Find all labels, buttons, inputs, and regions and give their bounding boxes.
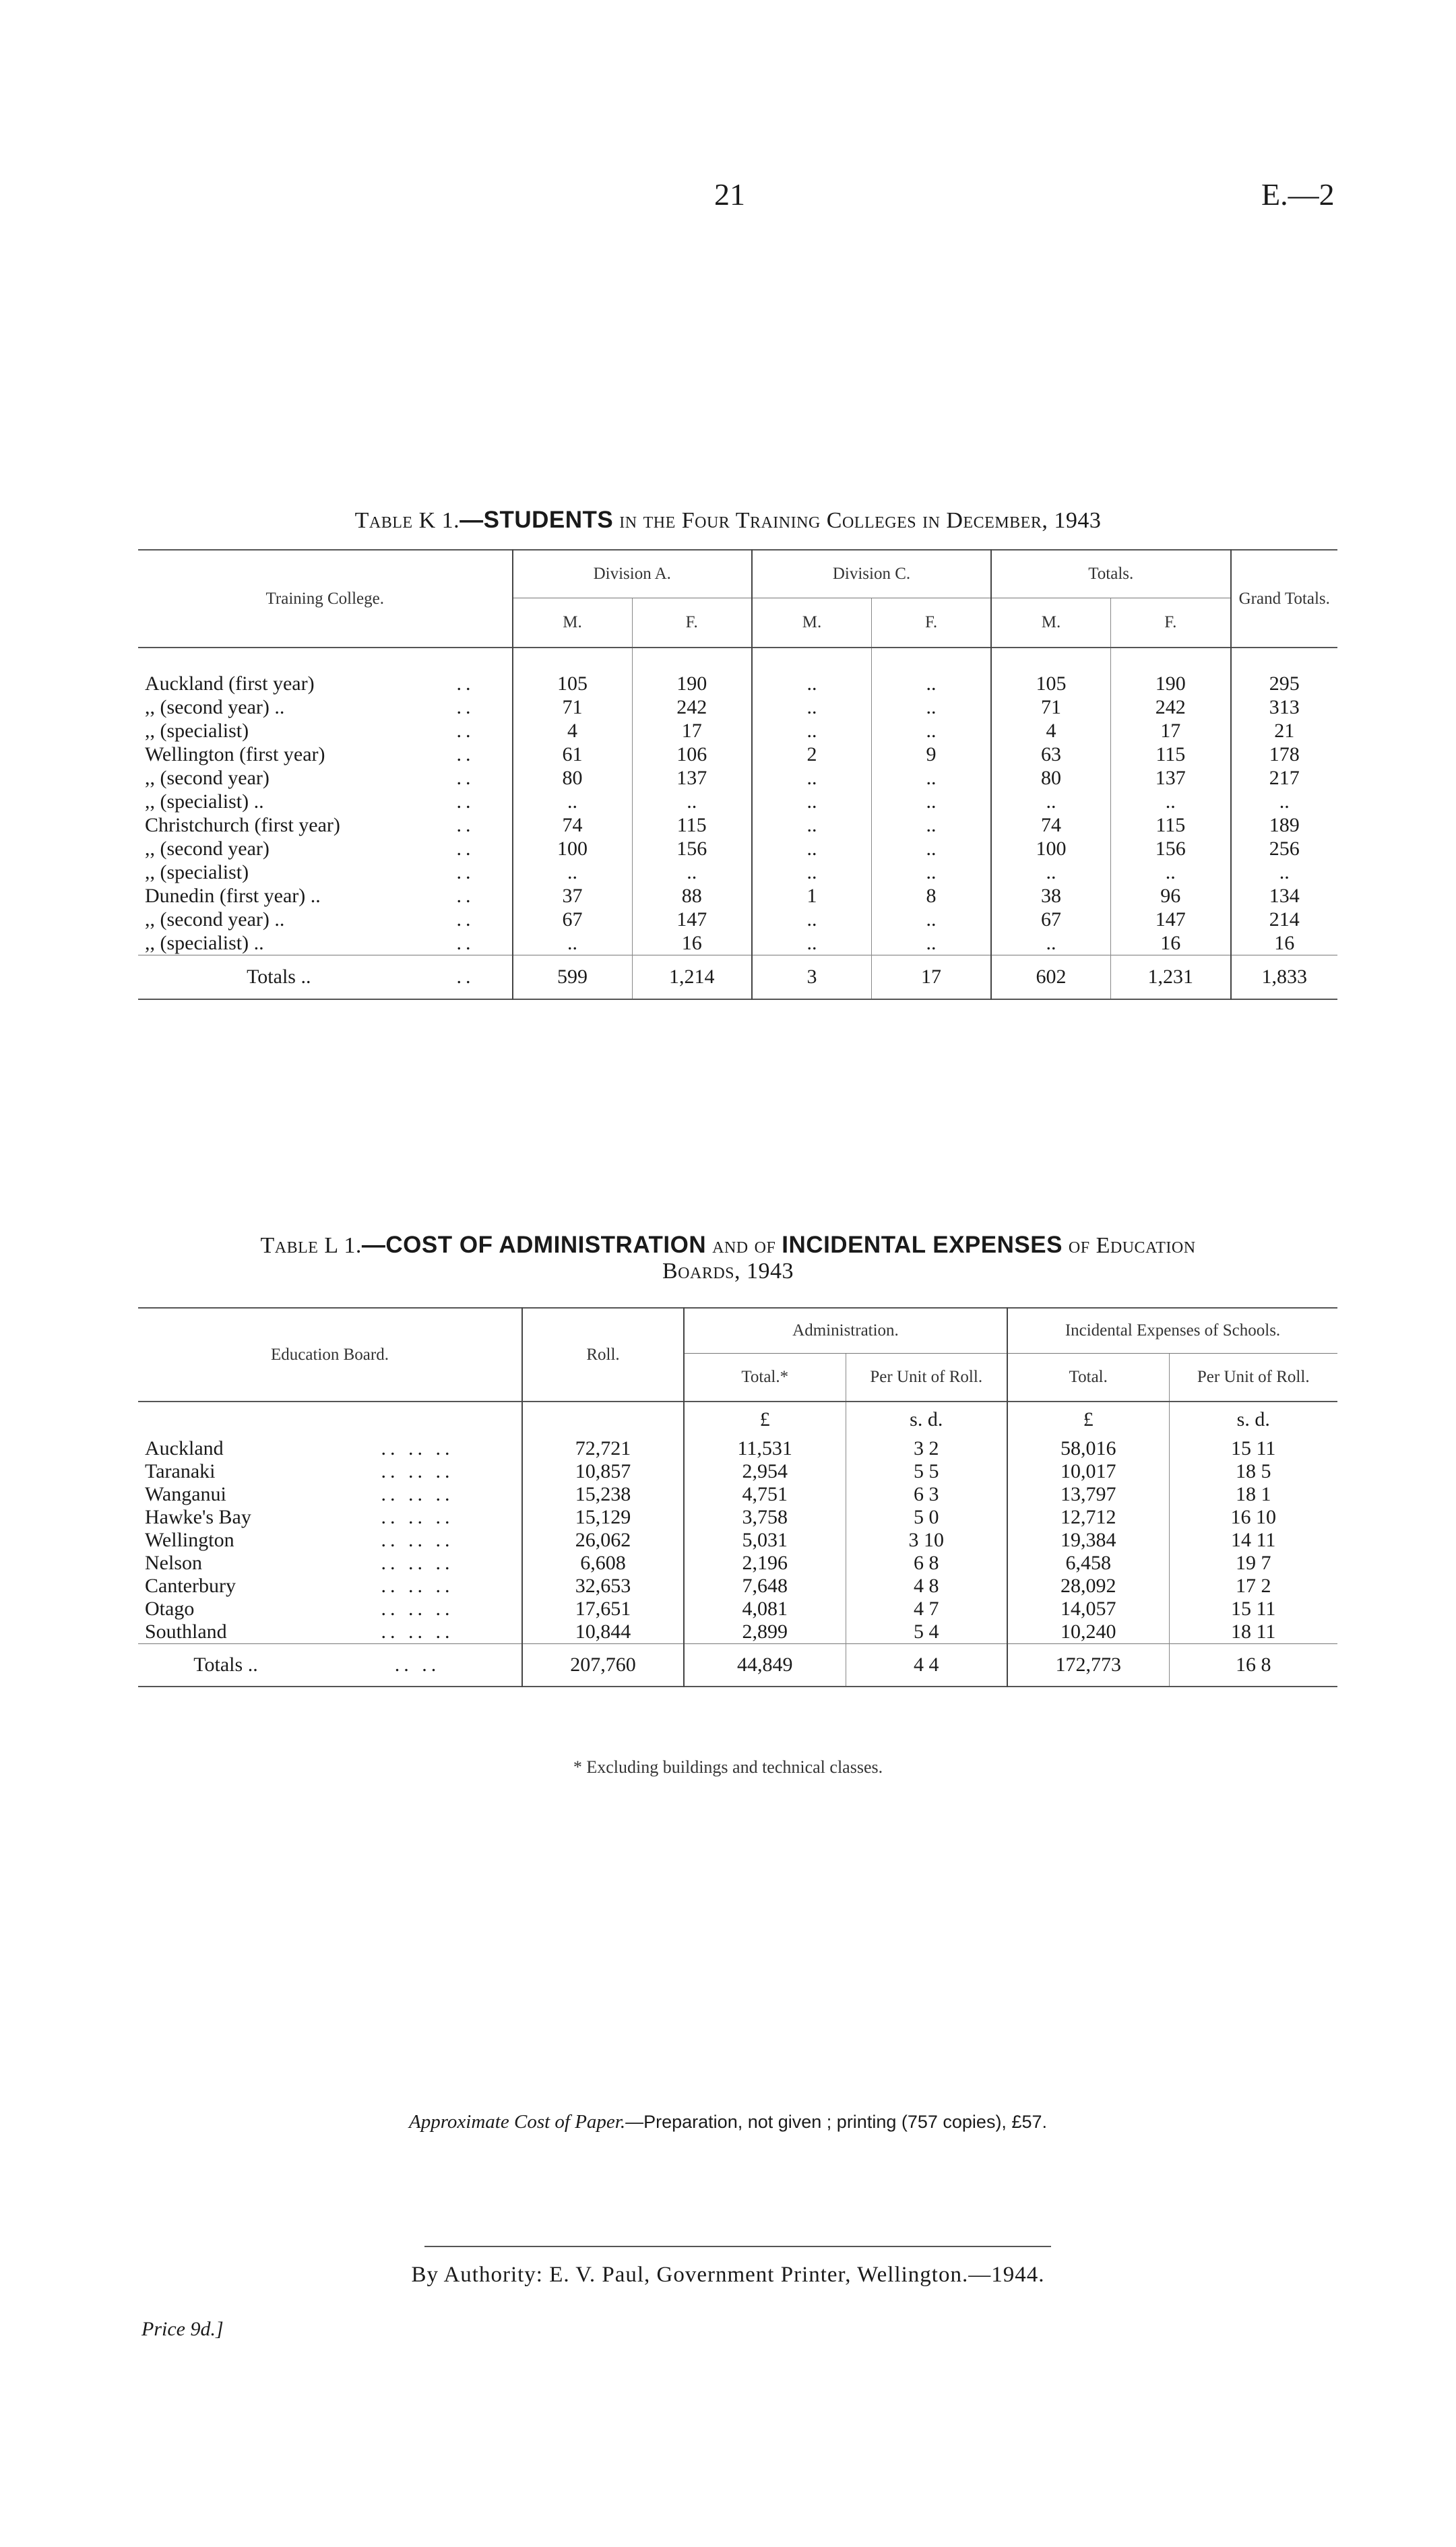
div-c-f: ..: [872, 695, 992, 719]
div-a-f: 115: [632, 813, 752, 837]
admin-total: 5,031: [684, 1529, 846, 1552]
table-row: [138, 1621, 1337, 1644]
k1-header-m: M.: [752, 598, 872, 648]
l1-header-admin-per-unit: Per Unit of Roll.: [846, 1354, 1007, 1402]
table-l1-caption-line2: Boards, 1943: [662, 1259, 794, 1284]
table-row: [138, 860, 1337, 884]
div-a-f: ..: [632, 790, 752, 813]
incidental-total: 6,458: [1007, 1552, 1169, 1575]
board-name: Southland: [145, 1621, 227, 1643]
leader-dots: ..: [456, 931, 475, 954]
table-row: [138, 884, 1337, 908]
leader-dots: .. .. ..: [381, 1460, 454, 1482]
totals-m: ..: [991, 860, 1110, 884]
totals-f: 17: [1111, 719, 1231, 743]
printer-authority: By Authority: E. V. Paul, Government Printer, Wellington.—1944.: [411, 2263, 1045, 2287]
admin-per-unit: 5 4: [846, 1621, 1007, 1644]
grand-total: 295: [1231, 672, 1337, 695]
admin-total: 11,531: [684, 1437, 846, 1460]
total-admin-per-unit: 4 4: [846, 1644, 1007, 1687]
table-l1-footnote: * Excluding buildings and technical classes.: [573, 1757, 883, 1777]
incidental-total: 13,797: [1007, 1483, 1169, 1506]
leader-dots: ..: [456, 790, 475, 813]
totals-f: 242: [1111, 695, 1231, 719]
totals-row: [138, 1644, 1337, 1687]
leader-dots: ..: [456, 884, 475, 907]
leader-dots: ..: [456, 695, 475, 718]
incidental-total: 28,092: [1007, 1575, 1169, 1598]
div-a-f: 147: [632, 908, 752, 931]
board-name: Wellington: [145, 1529, 234, 1551]
table-row: [138, 719, 1337, 743]
div-a-f: 242: [632, 695, 752, 719]
admin-per-unit: 6 8: [846, 1552, 1007, 1575]
incidental-total: 19,384: [1007, 1529, 1169, 1552]
admin-per-unit: 5 5: [846, 1460, 1007, 1483]
board-name: Taranaki: [145, 1460, 216, 1482]
leader-dots: .. .. ..: [381, 1598, 454, 1620]
total-totals-m: 602: [991, 955, 1110, 1000]
div-a-f: ..: [632, 860, 752, 884]
table-row: [138, 743, 1337, 766]
table-row: [138, 1437, 1337, 1460]
div-c-m: ..: [752, 813, 872, 837]
div-c-m: ..: [752, 908, 872, 931]
units-row: [138, 1402, 1337, 1437]
table-l1-caption-bold-2: INCIDENTAL EXPENSES: [782, 1232, 1063, 1258]
table-row: [138, 1506, 1337, 1529]
div-c-f: ..: [872, 672, 992, 695]
table-row: [138, 1552, 1337, 1575]
totals-f: 190: [1111, 672, 1231, 695]
college-name: ,, (specialist): [145, 719, 249, 742]
totals-m: 4: [991, 719, 1110, 743]
unit-shillings-pence: s. d.: [846, 1402, 1007, 1437]
table-row: [138, 1575, 1337, 1598]
incidental-per-unit: 14 11: [1169, 1529, 1337, 1552]
table-row: [138, 766, 1337, 790]
grand-total: 21: [1231, 719, 1337, 743]
incidental-total: 14,057: [1007, 1598, 1169, 1621]
leader-dots: ..: [456, 837, 475, 860]
table-l1: [138, 1307, 1337, 1687]
totals-f: 115: [1111, 743, 1231, 766]
table-row: [138, 1529, 1337, 1552]
cost-note: [0, 2111, 1456, 2133]
admin-total: 2,899: [684, 1621, 846, 1644]
roll: 10,857: [522, 1460, 684, 1483]
div-a-m: 105: [513, 672, 632, 695]
roll: 15,238: [522, 1483, 684, 1506]
price: Price 9d.]: [141, 2318, 224, 2340]
college-name: Auckland (first year): [145, 672, 315, 695]
k1-header-grand-totals: Grand Totals.: [1231, 550, 1337, 648]
div-c-f: ..: [872, 837, 992, 860]
leader-dots: ..: [456, 813, 475, 836]
grand-total: ..: [1231, 860, 1337, 884]
table-k1-caption-rest: in the Four Training Colleges in December, 1943: [613, 508, 1102, 533]
div-c-f: ..: [872, 790, 992, 813]
total-roll: 207,760: [522, 1644, 684, 1687]
div-a-f: 17: [632, 719, 752, 743]
leader-dots: ..: [456, 908, 475, 931]
div-c-f: ..: [872, 860, 992, 884]
incidental-per-unit: 18 11: [1169, 1621, 1337, 1644]
board-name: Nelson: [145, 1552, 202, 1574]
totals-m: 105: [991, 672, 1110, 695]
l1-header-board: Education Board.: [271, 1345, 389, 1364]
page-reference: E.—2: [1261, 177, 1335, 212]
div-c-m: ..: [752, 695, 872, 719]
total-div-a-m: 599: [513, 955, 632, 1000]
div-a-m: ..: [513, 860, 632, 884]
totals-f: 115: [1111, 813, 1231, 837]
div-c-m: ..: [752, 931, 872, 955]
total-div-a-f: 1,214: [632, 955, 752, 1000]
div-c-m: ..: [752, 672, 872, 695]
leader-dots: .. ..: [394, 1654, 441, 1676]
incidental-total: 58,016: [1007, 1437, 1169, 1460]
div-c-m: 1: [752, 884, 872, 908]
unit-pound: £: [684, 1402, 846, 1437]
table-k1-caption-bold: —STUDENTS: [460, 507, 614, 533]
div-a-m: 37: [513, 884, 632, 908]
k1-header-totals: Totals.: [991, 550, 1230, 598]
grand-total: ..: [1231, 790, 1337, 813]
admin-per-unit: 6 3: [846, 1483, 1007, 1506]
total-div-c-m: 3: [752, 955, 872, 1000]
admin-total: 2,954: [684, 1460, 846, 1483]
table-row: [138, 813, 1337, 837]
div-a-f: 190: [632, 672, 752, 695]
totals-f: 16: [1111, 931, 1231, 955]
k1-header-college: Training College.: [265, 589, 384, 608]
table-row: [138, 1483, 1337, 1506]
l1-header-incidental: Incidental Expenses of Schools.: [1007, 1308, 1337, 1354]
leader-dots: ..: [456, 860, 475, 883]
incidental-total: 12,712: [1007, 1506, 1169, 1529]
table-k1-caption: [0, 507, 1456, 534]
table-row: [138, 908, 1337, 931]
table-k1-caption-prefix: Table K 1.: [354, 508, 460, 533]
table-row: [138, 672, 1337, 695]
leader-dots: .. .. ..: [381, 1552, 454, 1574]
grand-total: 256: [1231, 837, 1337, 860]
totals-f: 96: [1111, 884, 1231, 908]
board-name: Otago: [145, 1598, 195, 1620]
div-c-f: ..: [872, 766, 992, 790]
admin-per-unit: 3 10: [846, 1529, 1007, 1552]
total-admin: 44,849: [684, 1644, 846, 1687]
page-number: 21: [714, 177, 745, 212]
table-row: [138, 790, 1337, 813]
incidental-per-unit: 17 2: [1169, 1575, 1337, 1598]
table-row: [138, 695, 1337, 719]
div-a-f: 137: [632, 766, 752, 790]
leader-dots: ..: [456, 966, 475, 988]
roll: 26,062: [522, 1529, 684, 1552]
leader-dots: ..: [456, 766, 475, 789]
div-c-f: ..: [872, 719, 992, 743]
div-c-f: ..: [872, 931, 992, 955]
college-name: Christchurch (first year): [145, 813, 340, 836]
divider-rule: [424, 2246, 1051, 2247]
div-c-m: ..: [752, 766, 872, 790]
div-c-f: ..: [872, 908, 992, 931]
div-a-f: 106: [632, 743, 752, 766]
leader-dots: .. .. ..: [381, 1483, 454, 1505]
table-l1-caption-rest: of Education: [1062, 1233, 1196, 1258]
total-incidental-per-unit: 16 8: [1169, 1644, 1337, 1687]
college-name: Dunedin (first year) ..: [145, 884, 321, 907]
div-c-m: ..: [752, 837, 872, 860]
incidental-per-unit: 16 10: [1169, 1506, 1337, 1529]
totals-f: 137: [1111, 766, 1231, 790]
l1-header-admin-total: Total.*: [684, 1354, 846, 1402]
college-name: ,, (second year): [145, 766, 270, 789]
admin-total: 7,648: [684, 1575, 846, 1598]
incidental-per-unit: 15 11: [1169, 1598, 1337, 1621]
table-row: [138, 931, 1337, 955]
incidental-per-unit: 18 1: [1169, 1483, 1337, 1506]
total-totals-f: 1,231: [1111, 955, 1231, 1000]
admin-per-unit: 4 7: [846, 1598, 1007, 1621]
table-l1-caption-mid: and of: [706, 1233, 782, 1258]
div-a-m: ..: [513, 931, 632, 955]
totals-m: ..: [991, 931, 1110, 955]
leader-dots: .. .. ..: [381, 1529, 454, 1551]
div-c-m: 2: [752, 743, 872, 766]
board-name: Hawke's Bay: [145, 1506, 251, 1528]
board-name: Wanganui: [145, 1483, 226, 1505]
grand-total: 189: [1231, 813, 1337, 837]
college-name: ,, (second year): [145, 837, 270, 860]
roll: 17,651: [522, 1598, 684, 1621]
leader-dots: .. .. ..: [381, 1437, 454, 1459]
totals-label: Totals ..: [193, 1654, 258, 1676]
totals-f: 147: [1111, 908, 1231, 931]
grand-total: 214: [1231, 908, 1337, 931]
l1-header-administration: Administration.: [684, 1308, 1007, 1354]
leader-dots: .. .. ..: [381, 1506, 454, 1528]
table-row: [138, 1598, 1337, 1621]
table-row: [138, 1460, 1337, 1483]
table-k1: [138, 549, 1337, 1000]
grand-total: 313: [1231, 695, 1337, 719]
admin-total: 3,758: [684, 1506, 846, 1529]
college-name: ,, (specialist): [145, 860, 249, 883]
grand-total: 178: [1231, 743, 1337, 766]
div-a-f: 88: [632, 884, 752, 908]
grand-total: 217: [1231, 766, 1337, 790]
div-a-m: 4: [513, 719, 632, 743]
admin-per-unit: 5 0: [846, 1506, 1007, 1529]
college-name: ,, (second year) ..: [145, 695, 285, 718]
l1-header-incidental-per-unit: Per Unit of Roll.: [1169, 1354, 1337, 1402]
unit-pound: £: [1007, 1402, 1169, 1437]
leader-dots: ..: [456, 743, 475, 765]
roll: 32,653: [522, 1575, 684, 1598]
k1-header-m: M.: [513, 598, 632, 648]
div-c-m: ..: [752, 719, 872, 743]
roll: 15,129: [522, 1506, 684, 1529]
admin-per-unit: 4 8: [846, 1575, 1007, 1598]
college-name: ,, (second year) ..: [145, 908, 285, 931]
grand-total: 16: [1231, 931, 1337, 955]
total-div-c-f: 17: [872, 955, 992, 1000]
incidental-per-unit: 18 5: [1169, 1460, 1337, 1483]
roll: 72,721: [522, 1437, 684, 1460]
div-c-m: ..: [752, 790, 872, 813]
totals-f: ..: [1111, 860, 1231, 884]
div-a-f: 16: [632, 931, 752, 955]
k1-header-division-c: Division C.: [752, 550, 991, 598]
totals-row: [138, 955, 1337, 1000]
table-l1-caption-prefix: Table L 1.: [260, 1233, 362, 1258]
admin-total: 4,751: [684, 1483, 846, 1506]
total-incidental: 172,773: [1007, 1644, 1169, 1687]
totals-m: 100: [991, 837, 1110, 860]
l1-header-incidental-total: Total.: [1007, 1354, 1169, 1402]
table-l1-caption-bold-1: —COST OF ADMINISTRATION: [361, 1232, 707, 1258]
table-row: [138, 837, 1337, 860]
board-name: Auckland: [145, 1437, 224, 1459]
grand-total: 134: [1231, 884, 1337, 908]
totals-m: 71: [991, 695, 1110, 719]
incidental-total: 10,017: [1007, 1460, 1169, 1483]
total-grand-total: 1,833: [1231, 955, 1337, 1000]
div-c-f: 9: [872, 743, 992, 766]
cost-note-text: —Preparation, not given ; printing (757 copies), £57.: [625, 2112, 1047, 2132]
leader-dots: .. .. ..: [381, 1575, 454, 1597]
incidental-total: 10,240: [1007, 1621, 1169, 1644]
totals-m: 38: [991, 884, 1110, 908]
k1-header-division-a: Division A.: [513, 550, 752, 598]
div-a-m: 100: [513, 837, 632, 860]
incidental-per-unit: 15 11: [1169, 1437, 1337, 1460]
div-a-m: 61: [513, 743, 632, 766]
div-c-f: 8: [872, 884, 992, 908]
div-a-m: 71: [513, 695, 632, 719]
college-name: ,, (specialist) ..: [145, 931, 264, 954]
totals-m: ..: [991, 790, 1110, 813]
totals-m: 67: [991, 908, 1110, 931]
leader-dots: ..: [456, 719, 475, 742]
k1-header-m: M.: [991, 598, 1110, 648]
totals-f: ..: [1111, 790, 1231, 813]
div-c-f: ..: [872, 813, 992, 837]
k1-header-f: F.: [632, 598, 752, 648]
totals-m: 63: [991, 743, 1110, 766]
leader-dots: .. .. ..: [381, 1621, 454, 1643]
incidental-per-unit: 19 7: [1169, 1552, 1337, 1575]
totals-f: 156: [1111, 837, 1231, 860]
unit-shillings-pence: s. d.: [1169, 1402, 1337, 1437]
admin-per-unit: 3 2: [846, 1437, 1007, 1460]
college-name: ,, (specialist) ..: [145, 790, 264, 813]
cost-note-label: Approximate Cost of Paper.: [409, 2111, 626, 2133]
leader-dots: ..: [456, 672, 475, 695]
admin-total: 4,081: [684, 1598, 846, 1621]
roll: 10,844: [522, 1621, 684, 1644]
college-name: Wellington (first year): [145, 743, 325, 765]
div-a-m: 67: [513, 908, 632, 931]
k1-header-f: F.: [872, 598, 992, 648]
div-c-m: ..: [752, 860, 872, 884]
div-a-m: ..: [513, 790, 632, 813]
board-name: Canterbury: [145, 1575, 236, 1597]
table-l1-caption: [0, 1232, 1456, 1284]
totals-m: 74: [991, 813, 1110, 837]
admin-total: 2,196: [684, 1552, 846, 1575]
totals-label: Totals ..: [247, 966, 311, 988]
totals-m: 80: [991, 766, 1110, 790]
div-a-m: 74: [513, 813, 632, 837]
l1-header-roll: Roll.: [522, 1308, 684, 1402]
roll: 6,608: [522, 1552, 684, 1575]
k1-header-f: F.: [1111, 598, 1231, 648]
div-a-f: 156: [632, 837, 752, 860]
div-a-m: 80: [513, 766, 632, 790]
